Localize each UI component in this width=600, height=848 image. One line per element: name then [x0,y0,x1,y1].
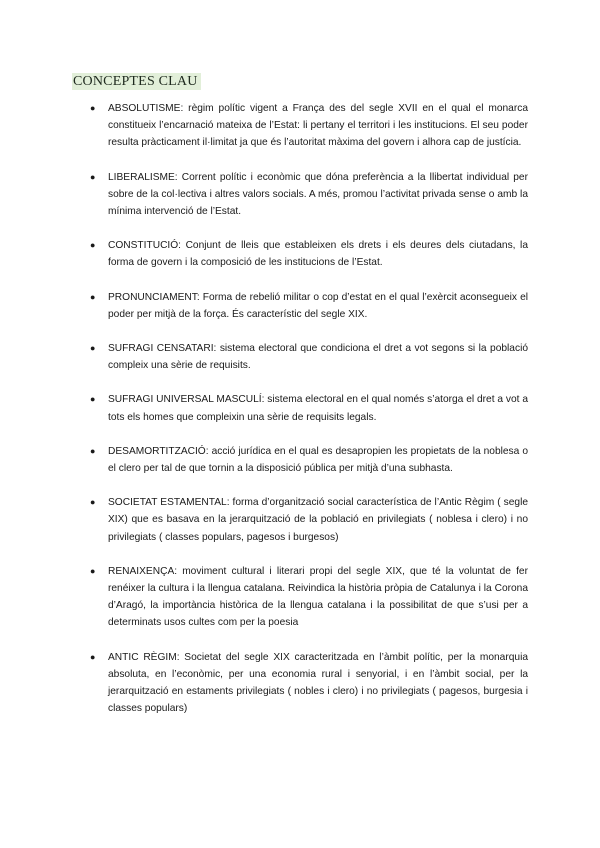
concept-item-liberalisme [90,169,528,221]
bullet-icon: ● [90,291,96,302]
concept-item-absolutisme [90,100,528,152]
bullet-icon: ● [90,394,96,405]
concept-text: ABSOLUTISME: règim polític vigent a França des del segle XVII en el qual el monarca constitueix l’encarnació mateixa de l’Estat: li pertany el territori i les institucions. El seu poder resulta pràcticament il·limitat ja que és l’autoritat màxima del govern i alhora cap de justícia. [108,103,528,149]
concept-text: SOCIETAT ESTAMENTAL: forma d’organització social característica de l’Antic Règim ( segle XIX) que es basava en la jerarquització de la població en privilegiats ( noblesa i clero) i no privilegiats ( classes populars, pagesos i burgesos) [108,497,528,543]
concept-text: CONSTITUCIÓ: Conjunt de lleis que estableixen els drets i els deures dels ciutadans, la forma de govern i la composició de les institucions de l’Estat. [108,240,528,269]
concept-item-societat-estamental [90,494,528,546]
concept-text: DESAMORTITZACIÓ: acció jurídica en el qual es desapropien les propietats de la noblesa o el clero per tal de que tornin a la disposició pública per mitjà d’una subhasta. [108,445,528,475]
concept-text: LIBERALISME: Corrent polític i econòmic que dóna preferència a la llibertat individual per sobre de la col·lectiva i altres valors socials. A més, promou l’activitat privada sense o amb la mínima intervenció de l’Estat. [108,171,528,218]
concept-text: ANTIC RÈGIM: Societat del segle XIX caracteritzada en l’àmbit polític, per la monarquia absoluta, en l’econòmic, per una economia rural i senyorial, i en l’àmbit social, per la jerarquització en estaments privilegiats ( nobles i clero) i no privilegiats ( pagesos, burgesia i classes populars) [108,651,528,715]
title-container [72,72,201,90]
concept-list [0,100,600,734]
concept-item-antic-regim [90,649,528,718]
bullet-icon: ● [90,565,96,576]
bullet-icon: ● [90,651,96,662]
concept-text: SUFRAGI UNIVERSAL MASCULÍ: sistema electoral en el qual només s’atorga el dret a vot a tots els homes que compleixin una sèrie de requisits legals. [108,394,528,423]
concept-text: PRONUNCIAMENT: Forma de rebelió militar o cop d’estat en el qual l’exèrcit aconsegueix el poder per mitjà de la força. És característic del segle XIX. [108,291,528,320]
bullet-icon: ● [90,497,96,508]
concept-item-renaixenca [90,563,528,632]
concept-item-constitucio [90,237,528,271]
concept-text: SUFRAGI CENSATARI: sistema electoral que condiciona el dret a vot segons si la població compleix una sèrie de requisits. [108,343,528,372]
bullet-icon: ● [90,171,96,182]
concept-item-sufragi-universal-masculi [90,391,528,425]
bullet-icon: ● [90,240,96,251]
bullet-icon: ● [90,445,96,456]
concept-item-desamortitzacio [90,443,528,477]
concept-text: RENAIXENÇA: moviment cultural i literari propi del segle XIX, que té la voluntat de fer renéixer la cultura i la llengua catalana. Reivindica la història pròpia de Catalunya i la Corona d’Aragó, la importància històrica de la llengua catalana i la possibilitat de que s’usi per a determinats usos cultes com per la poesia [108,565,528,629]
concept-item-sufragi-censatari [90,340,528,374]
concept-item-pronunciament [90,289,528,323]
bullet-icon: ● [90,103,96,113]
bullet-icon: ● [90,343,96,354]
page-title: CONCEPTES CLAU [72,73,201,90]
